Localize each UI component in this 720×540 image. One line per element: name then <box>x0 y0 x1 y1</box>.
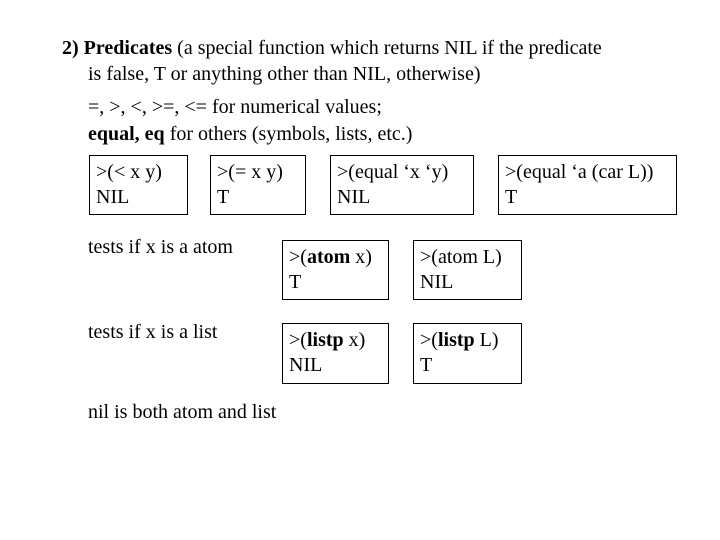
listp-keyword: listp <box>306 329 344 351</box>
footer-note: nil is both atom and list <box>88 401 277 423</box>
example-input: >(= x y) <box>217 161 283 183</box>
atom-l-output: NIL <box>420 271 454 293</box>
example-box-equal-symbols <box>330 155 474 215</box>
heading-number: 2) <box>62 37 79 59</box>
example-output: NIL <box>337 186 371 208</box>
others-line <box>88 122 412 146</box>
heading-description-continued: is false, T or anything other than NIL, otherwise) <box>88 63 481 85</box>
listp-l-output: T <box>420 354 433 376</box>
listp-l-input: >(listp L) <box>420 329 499 351</box>
listp-x-output: NIL <box>289 354 323 376</box>
list-description: tests if x is a list <box>88 321 218 343</box>
atom-l-input: >(atom L) <box>420 246 502 268</box>
listp-keyword: listp <box>437 329 475 351</box>
others-line-rest: for others (symbols, lists, etc.) <box>164 123 413 145</box>
numeric-operators-line: =, >, <, >=, <= for numerical values; <box>88 96 382 118</box>
atom-x-input: >(atom x) <box>289 246 372 268</box>
listp-x-input: >(listp x) <box>289 329 366 351</box>
example-box-less-than <box>89 155 188 215</box>
atom-keyword: atom <box>306 246 351 268</box>
listp-l-box <box>413 323 522 384</box>
slide-heading <box>62 36 602 60</box>
example-output: T <box>217 186 230 208</box>
equality-keywords: equal, eq <box>88 123 165 145</box>
atom-l-box <box>413 240 522 300</box>
atom-x-output: T <box>289 271 302 293</box>
example-output: NIL <box>96 186 130 208</box>
atom-description: tests if x is a atom <box>88 236 233 258</box>
atom-x-box <box>282 240 389 300</box>
heading-title: Predicates <box>83 37 173 59</box>
example-input: >(equal ‘a (car L)) <box>505 161 654 183</box>
example-input: >(equal ‘x ‘y) <box>337 161 449 183</box>
example-box-equal-car <box>498 155 677 215</box>
example-output: T <box>505 186 518 208</box>
example-input: >(< x y) <box>96 161 162 183</box>
listp-x-box <box>282 323 389 384</box>
example-box-equal-numeric <box>210 155 306 215</box>
heading-description: (a special function which returns NIL if the predicate <box>177 37 602 59</box>
